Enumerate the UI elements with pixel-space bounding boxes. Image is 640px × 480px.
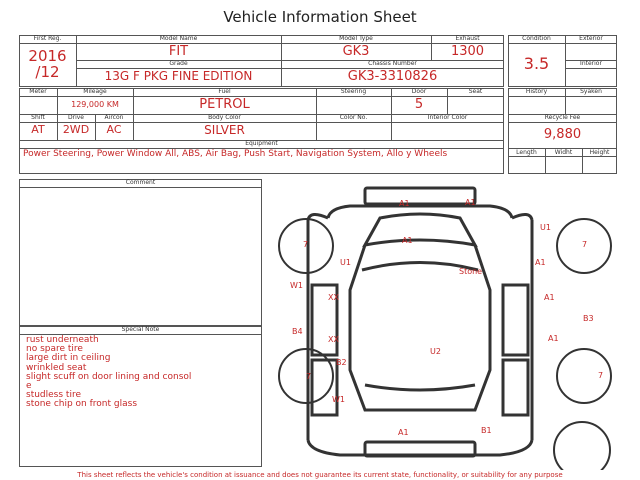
mark-roof-u2: U2 bbox=[430, 347, 441, 356]
color-no-label: Color No. bbox=[339, 114, 368, 121]
mark-fender-right: A1 bbox=[535, 258, 546, 267]
list-item: slight scuff on door lining and consol bbox=[26, 371, 192, 382]
list-item: stone chip on front glass bbox=[26, 399, 138, 410]
drive-label: Drive bbox=[68, 114, 84, 121]
meter-label: Meter bbox=[29, 88, 47, 95]
chassis-number-value: GK3-3310826 bbox=[347, 69, 438, 84]
special-note-list bbox=[26, 336, 258, 410]
model-name-label: Model Name bbox=[159, 35, 198, 42]
interior-label: Interior bbox=[580, 60, 602, 67]
body-color-value: SILVER bbox=[204, 123, 245, 137]
equipment-value: Power Steering, Power Window All, ABS, Air Bag, Push Start, Navigation System, Allo y Wheels bbox=[23, 149, 448, 159]
model-type-value: GK3 bbox=[342, 44, 370, 59]
door-value: 5 bbox=[414, 97, 424, 112]
width-label: Widht bbox=[554, 149, 573, 156]
mark-tire-rear-right: 7 bbox=[598, 371, 604, 380]
shift-value: AT bbox=[31, 123, 45, 136]
mark-hood: A1 bbox=[402, 236, 413, 245]
body-color-label: Body Color bbox=[208, 114, 241, 121]
aircon-label: Aircon bbox=[104, 114, 124, 121]
list-item: e bbox=[26, 381, 32, 392]
special-note-label: Special Note bbox=[121, 326, 160, 333]
syaken-label: Syaken bbox=[580, 88, 602, 95]
mark-front-left: A1 bbox=[399, 199, 410, 208]
mark-tire-front-right: 7 bbox=[582, 240, 588, 249]
mark-fender-left: U1 bbox=[340, 258, 351, 267]
height-label: Height bbox=[589, 149, 610, 156]
mark-door-rear-left: XX bbox=[328, 335, 339, 344]
door-label: Door bbox=[411, 88, 427, 95]
mark-rear-b1: B1 bbox=[481, 426, 492, 435]
page-title: Vehicle Information Sheet bbox=[223, 8, 417, 26]
grade-value: 13G F PKG FINE EDITION bbox=[104, 69, 253, 83]
recycle-fee-label: Recycle Fee bbox=[544, 114, 581, 121]
mileage-label: Mileage bbox=[83, 88, 107, 95]
list-item: studless tire bbox=[26, 390, 81, 401]
chassis-number-label: Chassis Number bbox=[368, 60, 417, 67]
history-label: History bbox=[525, 88, 548, 95]
mark-side-b4: B4 bbox=[292, 327, 303, 336]
fuel-label: Fuel bbox=[218, 88, 231, 95]
disclaimer: This sheet reflects the vehicle's condition at issuance and does not guarantee its current state, functionality, or suitability for any purpose bbox=[77, 471, 563, 479]
exhaust-value: 1300 bbox=[450, 44, 485, 59]
aircon-value: AC bbox=[106, 123, 122, 136]
list-item: no spare tire bbox=[26, 344, 83, 355]
equipment-label: Equipment bbox=[245, 140, 278, 147]
mark-rear-a1: A1 bbox=[398, 428, 409, 437]
list-item: rust underneath bbox=[26, 335, 99, 345]
list-item: large dirt in ceiling bbox=[26, 353, 111, 364]
mark-tire-rear-left: 7 bbox=[306, 372, 312, 381]
interior-color-label: Interior Color bbox=[427, 114, 468, 121]
first-reg-month: /12 bbox=[35, 63, 60, 81]
first-reg-label: First Reg. bbox=[33, 35, 62, 42]
mark-roof-stone: Stone bbox=[459, 267, 483, 276]
condition-label: Condition bbox=[522, 35, 551, 42]
mark-rear-w1: W1 bbox=[332, 395, 345, 404]
mark-side-b3: B3 bbox=[583, 314, 594, 323]
mark-front-right: A1 bbox=[465, 198, 476, 207]
steering-label: Steering bbox=[340, 88, 367, 95]
exterior-label: Exterior bbox=[579, 35, 603, 42]
list-item: wrinkled seat bbox=[26, 362, 87, 373]
recycle-fee-value: 9,880 bbox=[543, 127, 582, 142]
condition-value: 3.5 bbox=[523, 54, 550, 73]
model-name-value: FIT bbox=[168, 44, 189, 59]
mark-tire-front-left: 7 bbox=[303, 240, 309, 249]
fuel-value: PETROL bbox=[199, 97, 250, 112]
mark-door-front-right: A1 bbox=[544, 293, 555, 302]
drive-value: 2WD bbox=[62, 123, 90, 136]
mark-fender-right-top: U1 bbox=[540, 223, 551, 232]
first-reg-year: 2016 bbox=[28, 47, 67, 65]
mark-door-front-left: XX bbox=[328, 293, 339, 302]
comment-label: Comment bbox=[125, 179, 156, 186]
length-label: Length bbox=[516, 149, 537, 156]
shift-label: Shift bbox=[31, 114, 45, 121]
grade-label: Grade bbox=[169, 60, 188, 67]
mileage-value: 129,000 KM bbox=[71, 100, 119, 109]
model-type-label: Model Type bbox=[339, 35, 373, 42]
car-damage-diagram bbox=[270, 180, 620, 470]
seat-label: Seat bbox=[468, 88, 483, 95]
mark-door-rear-right: A1 bbox=[548, 334, 559, 343]
exhaust-label: Exhaust bbox=[455, 35, 480, 42]
mark-quarter-b2: B2 bbox=[336, 358, 347, 367]
comment-box bbox=[19, 179, 262, 326]
mark-door-left-w1: W1 bbox=[290, 281, 303, 290]
